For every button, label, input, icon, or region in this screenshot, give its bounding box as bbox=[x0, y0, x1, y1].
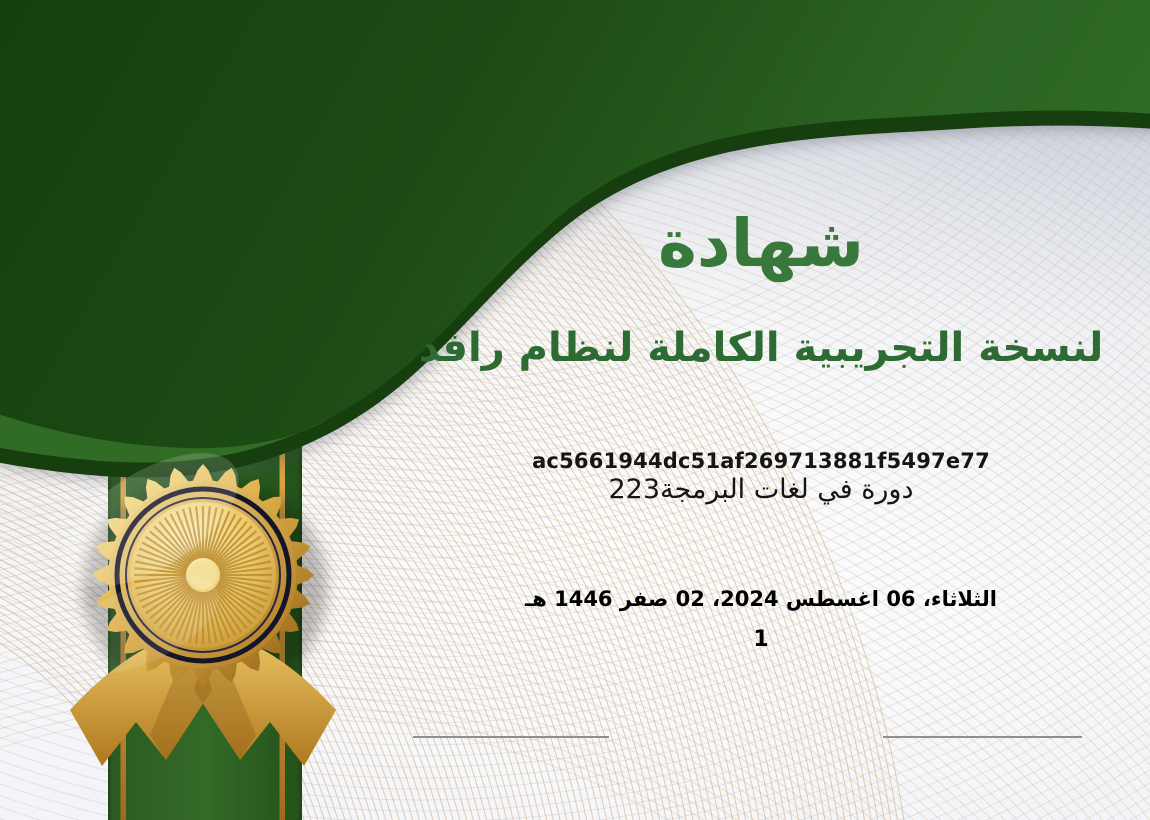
signature-line-right bbox=[883, 736, 1082, 738]
certificate-id: ac5661944dc51af269713881f5497e77 bbox=[532, 449, 990, 473]
serial-number: 1 bbox=[753, 627, 769, 652]
course-name: دورة في لغات البرمجة223 bbox=[608, 474, 914, 505]
certificate-subtitle: لنسخة التجريبية الكاملة لنظام رافد bbox=[418, 325, 1104, 371]
certificate-date: الثلاثاء، 06 اغسطس 2024، 02 صفر 1446 هـ bbox=[525, 587, 997, 611]
certificate-title: شهادة bbox=[657, 205, 865, 282]
signature-line-left bbox=[413, 736, 609, 738]
